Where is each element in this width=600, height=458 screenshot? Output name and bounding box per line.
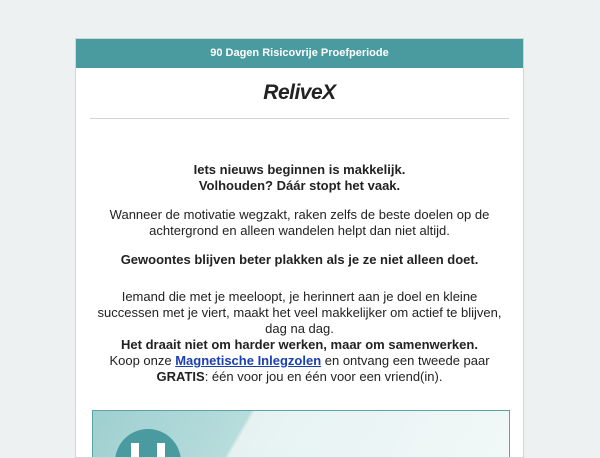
support-paragraph	[94, 289, 505, 385]
header-divider	[90, 118, 509, 119]
support-text: Iemand die met je meeloopt, je herinnert aan je doel en kleine successen met je viert, maakt het veel makkelijker om actief te blijven, dag na dag.	[97, 289, 502, 336]
offer-text	[94, 353, 505, 385]
headline-line-1: Iets nieuws beginnen is makkelijk.	[193, 162, 406, 177]
trial-banner-text: 90 Dagen Risicovrije Proefperiode	[210, 47, 389, 59]
brand-logo-text: ReliveX	[263, 81, 336, 104]
offer-suffix: : één voor jou en één voor een vriend(in).	[204, 369, 443, 384]
offer-prefix: Koop onze	[109, 353, 176, 368]
brand-logo[interactable]	[76, 68, 523, 118]
trial-banner	[76, 39, 523, 68]
email-container	[75, 38, 524, 458]
hero-image[interactable]	[92, 410, 510, 458]
bold-statement: Gewoontes blijven beter plakken als je ze niet alleen doet.	[120, 252, 479, 267]
headline	[94, 162, 505, 194]
offer-free: GRATIS	[156, 369, 205, 384]
hero-logo-badge	[115, 429, 181, 458]
offer-mid: en ontvang een tweede paar	[321, 353, 490, 368]
collaboration-line: Het draait niet om harder werken, maar om samenwerken.	[121, 337, 478, 352]
badge-mark-icon	[131, 443, 165, 453]
magnetic-insoles-link[interactable]: Magnetische Inlegzolen	[175, 353, 322, 368]
headline-line-2: Volhouden? Dáár stopt het vaak.	[198, 178, 401, 193]
intro-paragraph: Wanneer de motivatie wegzakt, raken zelfs de beste doelen op de achtergrond en alleen wandelen helpt dan niet altijd.	[109, 207, 490, 238]
email-body	[76, 162, 523, 385]
